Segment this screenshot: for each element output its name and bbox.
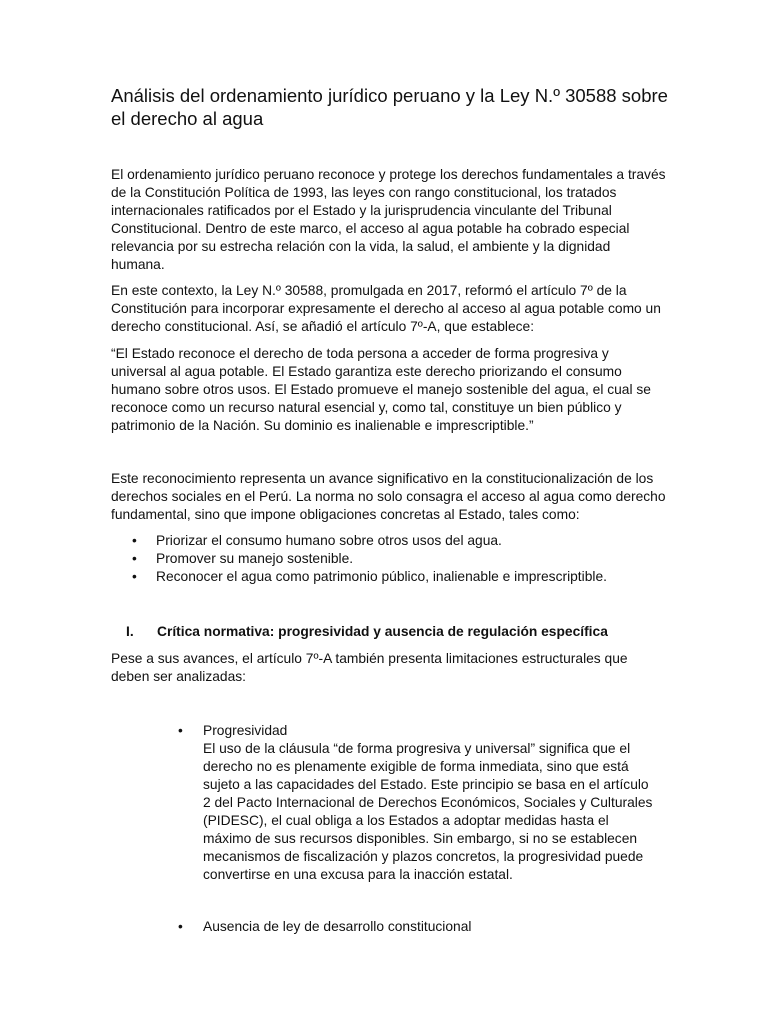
sub-item-progresividad — [178, 722, 658, 884]
sub-item-text: El uso de la cláusula “de forma progresiva y universal” significa que el derecho no es plenamente exigible de forma inmediata, sino que está sujeto a las capacidades del Estado. Este principio se basa en el artículo 2 del Pacto Internacional de Derechos Económicos, Sociales y Culturales (PIDESC), el cual obliga a los Estados a adoptar medidas hasta el máximo de sus recursos disponibles. Sin embargo, si no se establecen mecanismos de fiscalización y plazos concretos, la progresividad puede convertirse en una excusa para la inacción estatal. — [203, 741, 653, 882]
paragraph-context: En este contexto, la Ley N.º 30588, promulgada en 2017, reformó el artículo 7º de la Constitución para incorporar expresamente el derecho al acceso al agua potable como un derecho constitucional. Así, se añadió el artículo 7º-A, que establece: — [111, 283, 661, 334]
section-heading — [126, 623, 608, 641]
list-item — [111, 532, 607, 550]
list-item — [111, 568, 607, 586]
section-number: I. — [126, 624, 134, 639]
list-item-text: Promover su manejo sostenible. — [156, 551, 354, 566]
list-item — [111, 550, 607, 568]
section-intro: Pese a sus avances, el artículo 7º-A también presenta limitaciones estructurales que deben ser analizadas: — [111, 651, 628, 684]
document-title: Análisis del ordenamiento jurídico peruano y la Ley N.º 30588 sobre el derecho al agua — [111, 85, 668, 129]
sub-item-heading: Ausencia de ley de desarrollo constitucional — [203, 919, 472, 934]
paragraph-quote: “El Estado reconoce el derecho de toda persona a acceder de forma progresiva y universal al agua potable. El Estado garantiza este derecho priorizando el consumo humano sobre otros usos. El Estado promueve el manejo sostenible del agua, el cual se reconoce como un recurso natural esencial y, como tal, constituye un bien público y patrimonio de la Nación. Su dominio es inalienable e imprescriptible.” — [111, 346, 651, 433]
list-item-text: Reconocer el agua como patrimonio público, inalienable e imprescriptible. — [156, 569, 607, 584]
section-title: Crítica normativa: progresividad y ausencia de regulación específica — [157, 624, 608, 639]
list-item-text: Priorizar el consumo humano sobre otros usos del agua. — [156, 533, 502, 548]
bullet-icon: • — [178, 723, 183, 738]
sub-item-heading: Progresividad — [203, 723, 288, 738]
paragraph-recognition: Este reconocimiento representa un avance significativo en la constitucionalización de los derechos sociales en el Perú. La norma no solo consagra el acceso al agua como derecho fundamental, sino que impone obligaciones concretas al Estado, tales como: — [111, 471, 666, 522]
bullet-icon: • — [132, 533, 137, 548]
paragraph-intro: El ordenamiento jurídico peruano reconoce y protege los derechos fundamentales a través de la Constitución Política de 1993, las leyes con rango constitucional, los tratados internacionales ratificados por el Estado y la jurisprudencia vinculante del Tribunal Constitucional. Dentro de este marco, el acceso al agua potable ha cobrado especial relevancia por su estrecha relación con la vida, la salud, el ambiente y la dignidad humana. — [111, 167, 666, 272]
sub-item-ausencia-ley — [178, 918, 658, 936]
bullet-icon: • — [132, 569, 137, 584]
bullet-icon: • — [132, 551, 137, 566]
obligations-list — [111, 532, 607, 586]
bullet-icon: • — [178, 919, 183, 934]
